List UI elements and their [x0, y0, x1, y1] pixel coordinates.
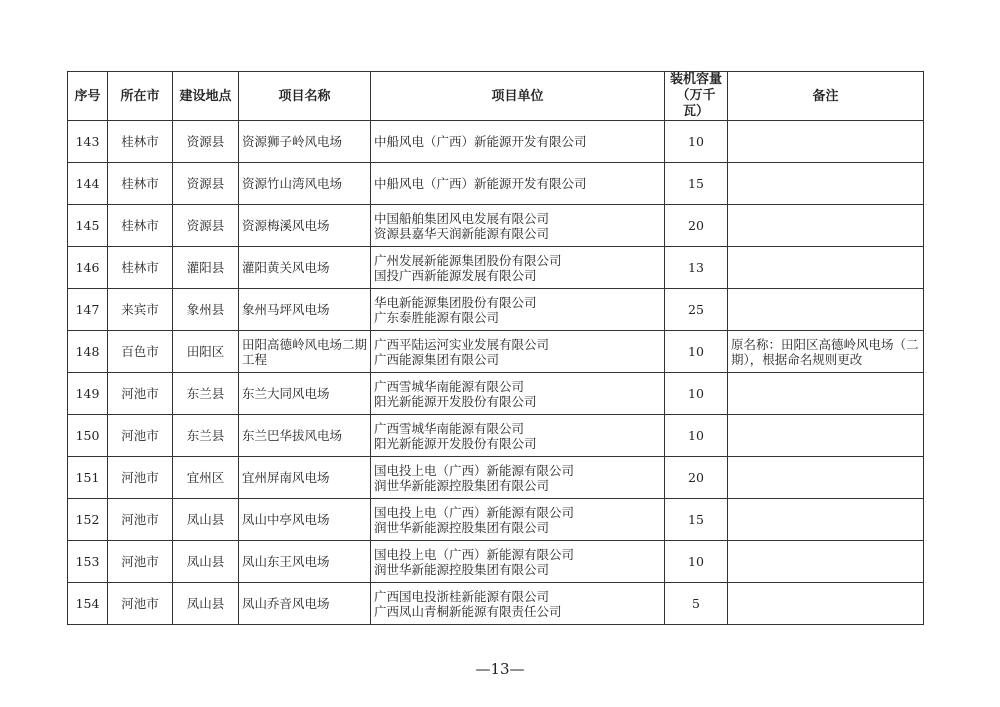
cell-capacity: 10 [665, 541, 728, 583]
cell-project: 凤山乔音风电场 [239, 583, 371, 625]
table-row [68, 121, 924, 163]
cell-capacity: 10 [665, 331, 728, 373]
cell-remark [728, 541, 924, 583]
cell-capacity: 10 [665, 121, 728, 163]
cell-seq: 148 [68, 331, 108, 373]
cell-seq: 147 [68, 289, 108, 331]
cell-capacity: 15 [665, 499, 728, 541]
table-row [68, 289, 924, 331]
cell-seq: 151 [68, 457, 108, 499]
cell-city: 河池市 [108, 583, 173, 625]
cell-remark [728, 247, 924, 289]
cell-capacity: 25 [665, 289, 728, 331]
header-remarks: 备注 [728, 72, 924, 121]
cell-location: 象州县 [173, 289, 239, 331]
page-number: —13— [475, 660, 525, 678]
cell-seq: 154 [68, 583, 108, 625]
cell-remark: 原名称：田阳区高德岭风电场（二期），根据命名规则更改 [728, 331, 924, 373]
table-row [68, 331, 924, 373]
cell-location: 宜州区 [173, 457, 239, 499]
cell-remark [728, 289, 924, 331]
cell-unit [371, 457, 665, 499]
header-city: 所在市 [108, 72, 173, 121]
header-capacity-line2: （万千瓦） [676, 88, 716, 119]
table-row [68, 499, 924, 541]
cell-remark [728, 583, 924, 625]
cell-seq: 146 [68, 247, 108, 289]
cell-location: 凤山县 [173, 541, 239, 583]
unit-line: 阳光新能源开发股份有限公司 [374, 435, 537, 451]
unit-line: 润世华新能源控股集团有限公司 [374, 519, 550, 535]
unit-line: 广西雪城华南能源有限公司 [374, 378, 525, 394]
cell-capacity: 10 [665, 373, 728, 415]
cell-project: 象州马坪风电场 [239, 289, 371, 331]
cell-project: 资源梅溪风电场 [239, 205, 371, 247]
unit-line: 广西雪城华南能源有限公司 [374, 420, 525, 436]
cell-seq: 143 [68, 121, 108, 163]
cell-project: 灌阳黄关风电场 [239, 247, 371, 289]
table-row [68, 415, 924, 457]
cell-unit [371, 289, 665, 331]
table-row [68, 457, 924, 499]
cell-location: 田阳区 [173, 331, 239, 373]
cell-capacity: 5 [665, 583, 728, 625]
cell-capacity: 20 [665, 457, 728, 499]
cell-unit [371, 205, 665, 247]
header-capacity-line1: 装机容量 [669, 72, 722, 87]
table-row [68, 373, 924, 415]
unit-line: 国投广西新能源发展有限公司 [374, 267, 537, 283]
cell-seq: 149 [68, 373, 108, 415]
unit-line: 国电投上电（广西）新能源有限公司 [374, 546, 575, 562]
cell-unit [371, 331, 665, 373]
cell-location: 资源县 [173, 121, 239, 163]
cell-capacity: 13 [665, 247, 728, 289]
cell-location: 东兰县 [173, 415, 239, 457]
cell-project: 东兰大同风电场 [239, 373, 371, 415]
cell-unit [371, 163, 665, 205]
cell-city: 桂林市 [108, 163, 173, 205]
unit-line: 润世华新能源控股集团有限公司 [374, 477, 550, 493]
cell-project: 凤山东王风电场 [239, 541, 371, 583]
unit-line: 国电投上电（广西）新能源有限公司 [374, 462, 575, 478]
cell-capacity: 20 [665, 205, 728, 247]
table-header-row [68, 72, 924, 121]
cell-remark [728, 457, 924, 499]
cell-seq: 145 [68, 205, 108, 247]
cell-location: 资源县 [173, 205, 239, 247]
cell-project: 凤山中亭风电场 [239, 499, 371, 541]
table-row [68, 583, 924, 625]
unit-line: 阳光新能源开发股份有限公司 [374, 393, 537, 409]
table-body [68, 121, 924, 625]
cell-seq: 152 [68, 499, 108, 541]
header-project: 项目名称 [239, 72, 371, 121]
unit-line: 广西国电投浙桂新能源有限公司 [374, 588, 550, 604]
cell-location: 凤山县 [173, 499, 239, 541]
header-unit: 项目单位 [371, 72, 665, 121]
project-table [67, 71, 924, 625]
unit-line: 中船风电（广西）新能源开发有限公司 [374, 176, 587, 191]
cell-location: 灌阳县 [173, 247, 239, 289]
cell-seq: 150 [68, 415, 108, 457]
cell-remark [728, 373, 924, 415]
header-seq: 序号 [68, 72, 108, 121]
cell-unit [371, 247, 665, 289]
cell-unit [371, 415, 665, 457]
cell-city: 百色市 [108, 331, 173, 373]
cell-city: 河池市 [108, 373, 173, 415]
cell-project: 资源狮子岭风电场 [239, 121, 371, 163]
cell-project: 田阳高德岭风电场二期工程 [239, 331, 371, 373]
cell-unit [371, 583, 665, 625]
unit-line: 广西平陆运河实业发展有限公司 [374, 336, 550, 352]
cell-capacity: 10 [665, 415, 728, 457]
cell-remark [728, 415, 924, 457]
unit-line: 国电投上电（广西）新能源有限公司 [374, 504, 575, 520]
cell-capacity: 15 [665, 163, 728, 205]
cell-remark [728, 205, 924, 247]
cell-city: 河池市 [108, 541, 173, 583]
unit-line: 广西能源集团有限公司 [374, 351, 500, 367]
cell-city: 来宾市 [108, 289, 173, 331]
cell-seq: 144 [68, 163, 108, 205]
cell-city: 河池市 [108, 499, 173, 541]
cell-project: 资源竹山湾风电场 [239, 163, 371, 205]
unit-line: 华电新能源集团股份有限公司 [374, 294, 537, 310]
unit-line: 广东泰胜能源有限公司 [374, 309, 500, 325]
header-capacity [665, 72, 728, 121]
cell-city: 桂林市 [108, 121, 173, 163]
unit-line: 广州发展新能源集团股份有限公司 [374, 252, 562, 268]
unit-line: 中船风电（广西）新能源开发有限公司 [374, 134, 587, 149]
cell-project: 宜州屏南风电场 [239, 457, 371, 499]
unit-line: 润世华新能源控股集团有限公司 [374, 561, 550, 577]
unit-line: 资源县嘉华天润新能源有限公司 [374, 225, 550, 241]
cell-city: 河池市 [108, 415, 173, 457]
cell-city: 桂林市 [108, 205, 173, 247]
cell-location: 东兰县 [173, 373, 239, 415]
cell-city: 桂林市 [108, 247, 173, 289]
cell-seq: 153 [68, 541, 108, 583]
cell-unit [371, 499, 665, 541]
unit-line: 广西凤山青桐新能源有限责任公司 [374, 603, 562, 619]
cell-unit [371, 541, 665, 583]
table-row [68, 247, 924, 289]
cell-remark [728, 121, 924, 163]
unit-line: 中国船舶集团风电发展有限公司 [374, 210, 550, 226]
cell-project: 东兰巴华拔风电场 [239, 415, 371, 457]
cell-location: 凤山县 [173, 583, 239, 625]
cell-location: 资源县 [173, 163, 239, 205]
cell-remark [728, 499, 924, 541]
table-row [68, 541, 924, 583]
cell-unit [371, 373, 665, 415]
table-row [68, 163, 924, 205]
cell-city: 河池市 [108, 457, 173, 499]
cell-unit [371, 121, 665, 163]
header-location: 建设地点 [173, 72, 239, 121]
cell-remark [728, 163, 924, 205]
table-row [68, 205, 924, 247]
